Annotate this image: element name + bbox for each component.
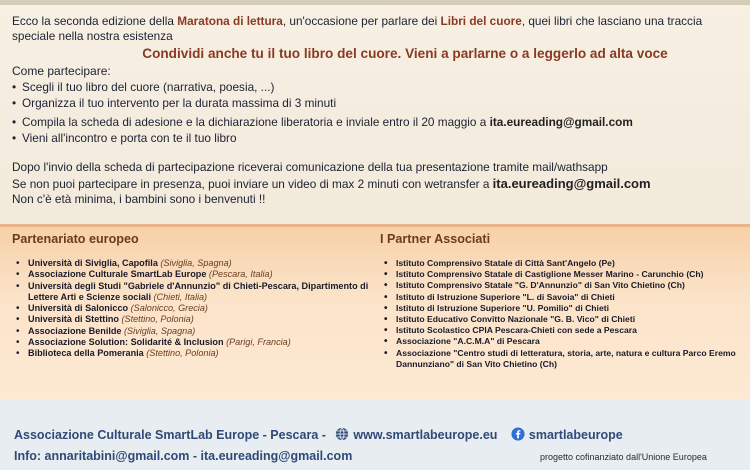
assoc-partners-title: I Partner Associati [380, 232, 491, 246]
howto-item: • Vieni all'incontro e porta con te il tuo libro [12, 130, 738, 146]
intro-section [0, 0, 750, 224]
howto-item: • Compila la scheda di adesione e la dichiarazione liberatoria e inviale entro il 20 maggio a ita.eureading@gmail.com [12, 114, 738, 130]
after-line-2: Se non puoi partecipare in presenza, puoi inviare un video di max 2 minuti con wetransfer a ita.eureading@gmail.com [12, 175, 651, 191]
howto-list [12, 79, 738, 146]
after-line-3: Non c'è età minima, i bambini sono i benvenuti !! [12, 192, 266, 206]
list-item: • Istituto Educativo Convitto Nazionale "G. B. Vico" di Chieti [380, 314, 740, 325]
footer-info: Info: annaritabini@gmail.com - ita.eureading@gmail.com [14, 449, 353, 463]
list-item: • Associazione Solution: Solidarité & Inclusion (Parigi, Francia) [12, 337, 372, 348]
partners-section [0, 224, 750, 400]
org-name: Associazione Culturale SmartLab Europe - Pescara - [14, 428, 326, 442]
eu-partners-title: Partenariato europeo [12, 232, 139, 246]
list-item: • Associazione Benilde (Siviglia, Spagna) [12, 326, 372, 337]
list-item: • Associazione "A.C.M.A" di Pescara [380, 336, 740, 347]
theme-name: Libri del cuore [440, 14, 522, 28]
facebook-link[interactable]: smartlabeurope [528, 428, 623, 442]
list-item: • Università di Siviglia, Capofila (Siviglia, Spagna) [12, 258, 372, 269]
list-item: • Biblioteca della Pomerania (Stettino, Polonia) [12, 348, 372, 359]
slogan: Condividi anche tu il tuo libro del cuore. Vieni a parlarne o a leggerlo ad alta voce [142, 46, 668, 61]
list-item: • Università di Stettino (Stettino, Polonia) [12, 314, 372, 325]
list-item: • Istituto Comprensivo Statale di Castiglione Messer Marino - Carunchio (Ch) [380, 269, 740, 280]
list-item: • Associazione "Centro studi di letteratura, storia, arte, natura e cultura Parco Eremo Dannunziano" di San Vito Chietino (Ch) [380, 348, 740, 370]
list-item: • Università degli Studi "Gabriele d'Annunzio" di Chieti-Pescara, Dipartimento di Lettere Arti e Scienze sociali (Chieti, Italia) [12, 281, 372, 304]
footer-row-1 [14, 427, 623, 442]
list-item: • Istituto di Istruzione Superiore "L. di Savoia" di Chieti [380, 292, 740, 303]
after-text [12, 160, 738, 208]
eu-partners-column [12, 232, 372, 360]
howto-title: Come partecipare: [12, 64, 111, 78]
top-stripe [0, 0, 750, 5]
email-link[interactable]: ita.eureading@gmail.com [489, 115, 633, 129]
howto-item: • Scegli il tuo libro del cuore (narrativa, poesia, ...) [12, 79, 738, 95]
email-link[interactable]: ita.eureading@gmail.com [492, 175, 651, 191]
howto-item: • Organizza il tuo intervento per la durata massima di 3 minuti [12, 95, 738, 111]
list-item: • Università di Salonicco (Salonicco, Grecia) [12, 303, 372, 314]
footer [0, 400, 750, 470]
eu-partners-list [12, 258, 372, 360]
globe-icon [335, 427, 349, 441]
website-link[interactable]: www.smartlabeurope.eu [353, 428, 498, 442]
intro-text: Ecco la seconda edizione della Maratona di lettura, un'occasione per parlare dei Libri del cuore, quei libri che lasciano una traccia speciale nella nostra esistenza [12, 14, 703, 43]
assoc-partners-column [380, 232, 740, 370]
list-item: • Istituto Scolastico CPIA Pescara-Chieti con sede a Pescara [380, 325, 740, 336]
event-name: Maratona di lettura [177, 14, 283, 28]
facebook-icon [511, 427, 525, 441]
list-item: • Istituto Comprensivo Statale "G. D'Annunzio" di San Vito Chietino (Ch) [380, 280, 740, 291]
after-line-1: Dopo l'invio della scheda di partecipazione riceverai comunicazione della tua presentazione tramite mail/wathsapp [12, 160, 608, 174]
cofinancing-note: progetto cofinanziato dall'Unione Europea [540, 452, 707, 462]
list-item: • Istituto Comprensivo Statale di Città Sant'Angelo (Pe) [380, 258, 740, 269]
list-item: • Associazione Culturale SmartLab Europe (Pescara, Italia) [12, 269, 372, 280]
assoc-partners-list [380, 258, 740, 370]
list-item: • Istituto di Istruzione Superiore "U. Pomilio" di Chieti [380, 303, 740, 314]
